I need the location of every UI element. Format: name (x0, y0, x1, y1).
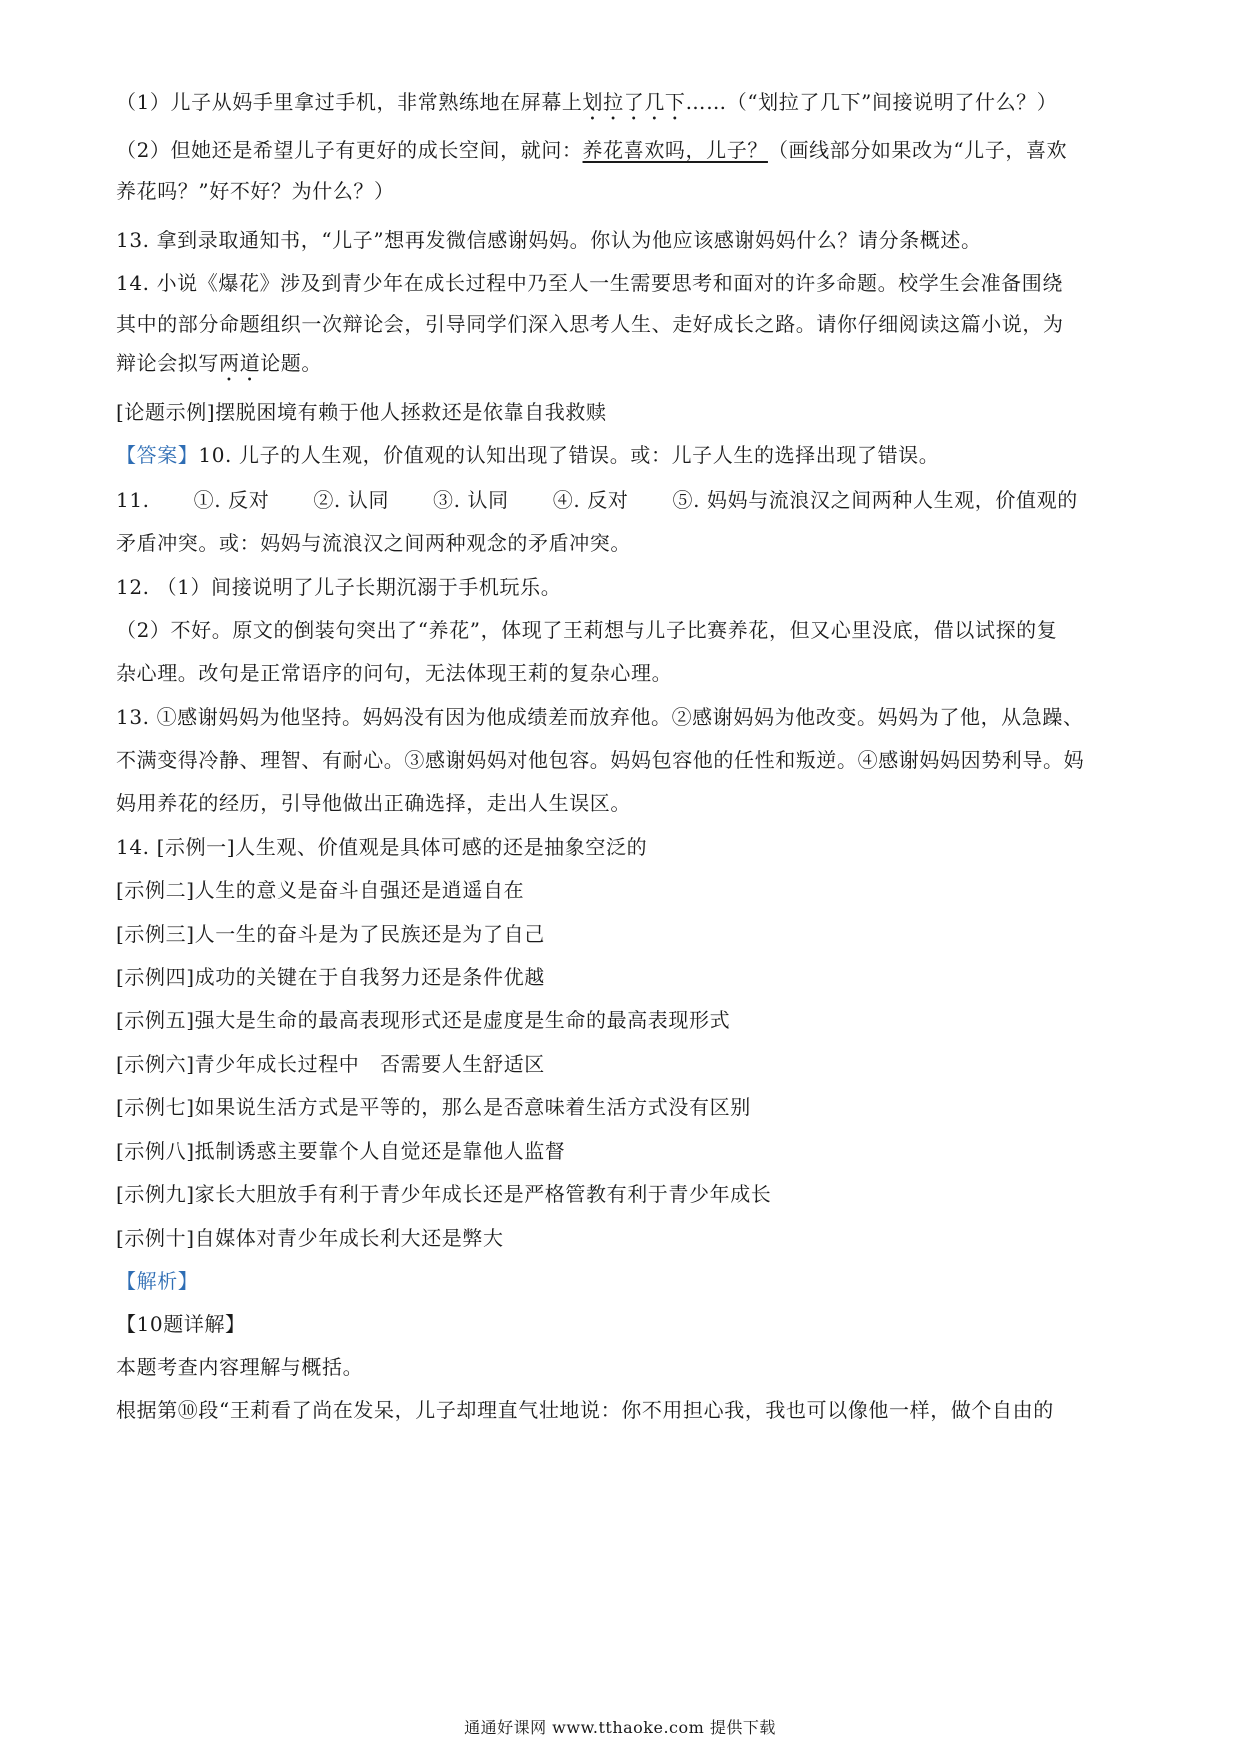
answer-14-example: [示例六]青少年成长过程中 否需要人生舒适区 (116, 1052, 545, 1076)
q12-part1-question: ……（“划拉了几下”间接说明了什么？） (685, 90, 1058, 114)
q14-line2: 其中的部分命题组织一次辩论会，引导同学们深入思考人生、走好成长之路。请你仔细阅读这篇小说，为 (116, 312, 1064, 336)
answer-14-example: [示例四]成功的关键在于自我努力还是条件优越 (116, 965, 545, 989)
q14-example: [论题示例]摆脱困境有赖于他人拯救还是依靠自我救赎 (116, 400, 607, 424)
answer-13-line3: 妈用养花的经历，引导他做出正确选择，走出人生误区。 (116, 791, 631, 815)
q12-part2-question: （画线部分如果改为“儿子，喜欢 (767, 138, 1068, 162)
answer-tag: 【答案】 (116, 443, 199, 467)
answer-10-text: 10. 儿子的人生观，价值观的认知出现了错误。或：儿子人生的选择出现了错误。 (198, 443, 940, 467)
answer-14-example: 14. [示例一]人生观、价值观是具体可感的还是抽象空泛的 (116, 835, 648, 859)
q14-dotted-text: 两道 (219, 351, 261, 375)
page-footer: 通通好课网 www.tthaoke.com 提供下载 (464, 1718, 776, 1737)
answer-14-example: [示例二]人生的意义是奋斗自强还是逍遥自在 (116, 878, 525, 902)
answer-11-line2: 矛盾冲突。或：妈妈与流浪汉之间两种观念的矛盾冲突。 (116, 531, 631, 555)
answer-11-item: ④. 反对 (552, 488, 629, 512)
analysis-intro: 本题考查内容理解与概括。 (116, 1355, 364, 1379)
q14-line3 (116, 350, 1132, 386)
answer-14-example: [示例八]抵制诱惑主要靠个人自觉还是靠他人监督 (116, 1139, 566, 1163)
q14-line3-text: 辩论会拟写 (116, 351, 219, 375)
answer-11 (116, 487, 1132, 513)
q14-line1: 14. 小说《爆花》涉及到青少年在成长过程中乃至人一生需要思考和面对的许多命题。校学生会准备围绕 (116, 271, 1063, 295)
answer-13-line1: 13. ①感谢妈妈为他坚持。妈妈没有因为他成绩差而放弃他。②感谢妈妈为他改变。妈妈为了他，从急躁、 (116, 705, 1084, 729)
answer-13-line2: 不满变得冷静、理智、有耐心。③感谢妈妈对他包容。妈妈包容他的任性和叛逆。④感谢妈妈因势利导。妈 (116, 748, 1085, 772)
answer-11-item: ②. 认同 (313, 488, 390, 512)
answer-11-item: ③. 认同 (433, 488, 509, 512)
q12-part1-dotted-text: 划拉了几下 (582, 90, 686, 114)
answer-12-part1: 12. （1）间接说明了儿子长期沉溺于手机玩乐。 (116, 575, 562, 599)
answer-10 (116, 442, 1132, 468)
answer-11-item: ⑤. 妈妈与流浪汉之间两种人生观，价值观的 (672, 488, 1078, 512)
q13-question: 13. 拿到录取通知书，“儿子”想再发微信感谢妈妈。你认为他应该感谢妈妈什么？请分条概述。 (116, 228, 982, 252)
analysis-tag: 【解析】 (116, 1269, 199, 1293)
analysis-paragraph: 根据第⑩段“王莉看了尚在发呆，儿子却理直气壮地说：你不用担心我，我也可以像他一样，做个自由的 (116, 1398, 1054, 1422)
analysis-q10-heading: 【10题详解】 (116, 1312, 246, 1336)
q12-part2-line2: 养花吗？”好不好？为什么？） (116, 179, 395, 203)
q12-part2 (116, 137, 1132, 163)
answer-11-item: ①. 反对 (193, 488, 270, 512)
answer-14-example: [示例九]家长大胆放手有利于青少年成长还是严格管教有利于青少年成长 (116, 1182, 772, 1206)
q12-part2-underlined-text: 养花喜欢吗，儿子？ (582, 138, 768, 162)
answer-12-part2-line1: （2）不好。原文的倒装句突出了“养花”，体现了王莉想与儿子比赛养花，但又心里没底，借以试探的复 (116, 618, 1058, 642)
q14-line3-end: 论题。 (260, 351, 323, 375)
q12-part1-text: （1）儿子从妈手里拿过手机，非常熟练地在屏幕上 (116, 90, 583, 114)
q12-part2-text: （2）但她还是希望儿子有更好的成长空间，就问： (116, 138, 583, 162)
answer-14-example: [示例十]自媒体对青少年成长利大还是弊大 (116, 1226, 504, 1250)
answer-11-number: 11. (116, 488, 150, 512)
answer-14-example: [示例五]强大是生命的最高表现形式还是虚度是生命的最高表现形式 (116, 1008, 731, 1032)
answer-14-example: [示例七]如果说生活方式是平等的，那么是否意味着生活方式没有区别 (116, 1095, 751, 1119)
answer-14-example: [示例三]人一生的奋斗是为了民族还是为了自己 (116, 922, 545, 946)
q12-part1 (116, 89, 1132, 125)
answer-12-part2-line2: 杂心理。改句是正常语序的问句，无法体现王莉的复杂心理。 (116, 661, 673, 685)
